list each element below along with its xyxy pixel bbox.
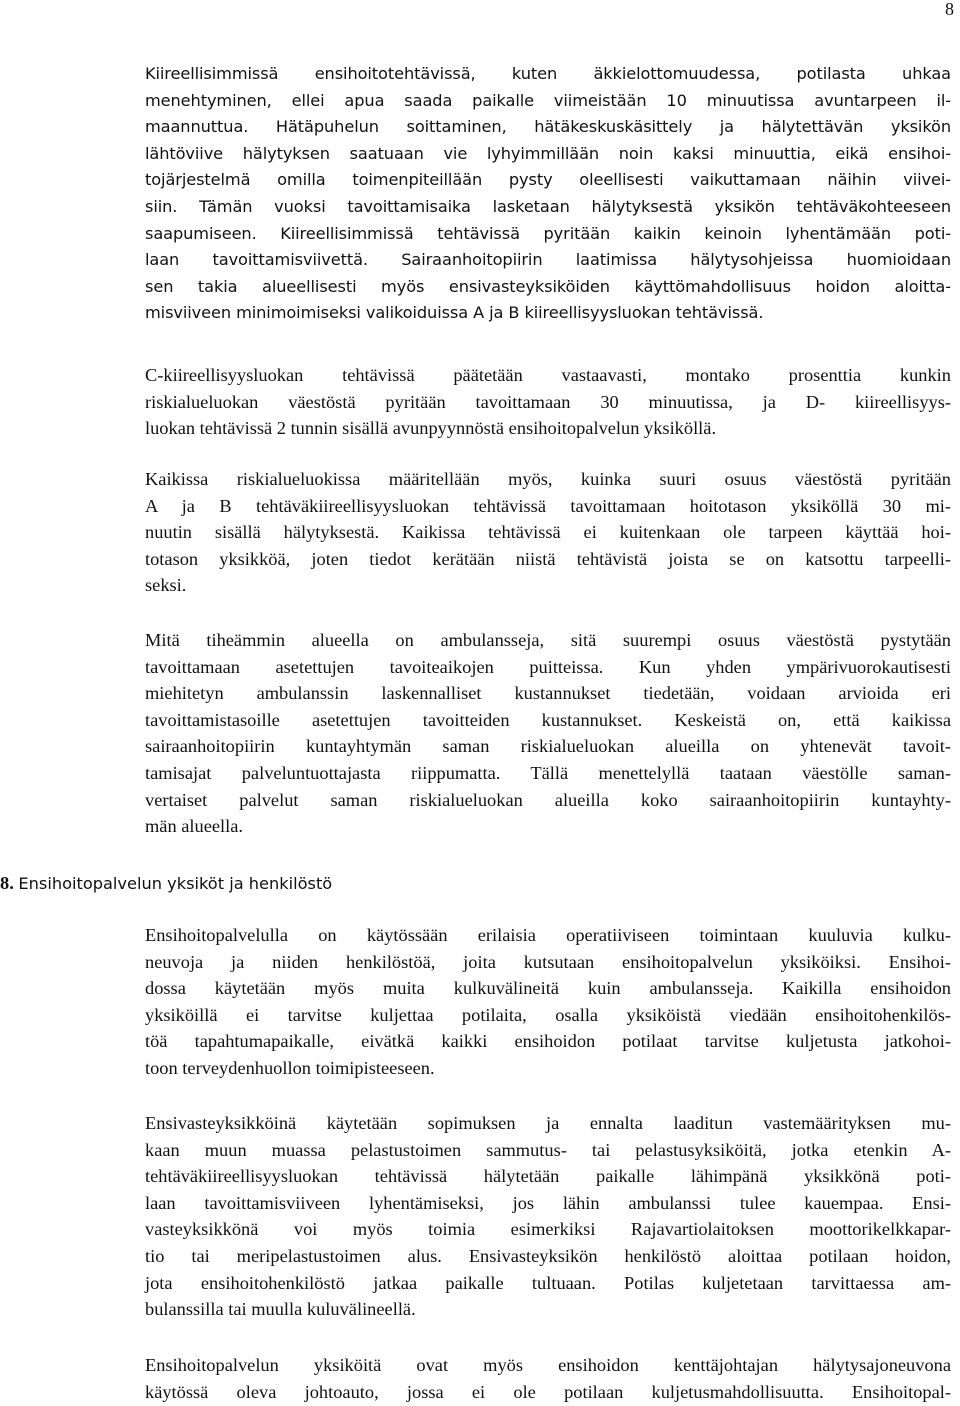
text-line: yksiköillä ei tarvitse kuljettaa potilaita, osalla yksiköistä viedään ensihoitohenkilös- [145,1004,951,1025]
paragraph-command-vehicle [145,1352,951,1405]
text-line: Mitä tiheämmin alueella on ambulansseja, sitä suurempi osuus väestöstä pystytään [145,630,951,650]
text-line: C-kiireellisyysluokan tehtävissä päätetään vastaavasti, montako prosenttia kunkin [145,365,951,385]
text-line: män alueella. [145,816,244,837]
text-line: laan tavoittamisviivettä. Sairaanhoitopiirin laatimissa hälytysohjeissa huomioidaan [145,250,951,270]
text-line: saapumiseen. Kiireellisimmissä tehtävissä pyritään kaikin keinoin lyhentämään poti- [145,223,951,243]
section-heading [0,870,332,897]
text-line: tavoittamistasoille asetettujen tavoitteiden kustannukset. Keskeistä on, että kaikissa [145,709,951,730]
text-line: Ensihoitopalvelulla on käytössään erilaisia operatiiviseen toimintaan kuuluvia kulku- [145,925,951,945]
text-line: Ensihoitopalvelun yksiköitä ovat myös ensihoidon kenttäjohtajan hälytysajoneuvona [145,1355,951,1375]
text-line: menehtyminen, ellei apua saada paikalle viimeistään 10 minuutissa avuntarpeen il- [145,90,951,110]
paragraph-risk-areas [145,466,951,599]
text-line: sairaanhoitopiirin kuntayhtymän saman riskialueluokan alueilla on yhtenevät tavoit- [145,736,951,757]
text-line: tehtäväkiireellisyysluokan tehtävissä hälytetään paikalle lähimpänä yksikkönä poti- [145,1166,951,1187]
text-line: tojärjestelmä omilla toimenpiteillään pysty oleellisesti vaikuttamaan näihin viivei- [145,170,951,190]
text-line: laan tavoittamisviiveen lyhentämiseksi, jos lähin ambulanssi tulee kauempaa. Ensi- [145,1192,951,1213]
paragraph-ambulance-density [145,627,951,840]
text-line: siin. Tämän vuoksi tavoittamisaika lasketaan hälytyksestä yksikön tehtäväkohteeseen [145,196,951,216]
text-line: tamisajat palveluntuottajasta riippumatta. Tällä menettelyllä taataan väestölle saman- [145,762,951,783]
text-line: nuutin sisällä hälytyksestä. Kaikissa tehtävissä ei kuitenkaan ole tarpeen käyttää hoi- [145,522,951,543]
text-line: misviiveen minimoimiseksi valikoiduissa A ja B kiireellisyysluokan tehtävissä. [145,303,764,323]
text-line: vertaiset palvelut saman riskialueluokan alueilla koko sairaanhoitopiirin kuntayhty- [145,789,951,810]
text-line: riskialueluokan väestöstä pyritään tavoittamaan 30 minuutissa, ja D- kiireellisyys- [145,391,951,412]
text-line: luokan tehtävissä 2 tunnin sisällä avunpyynnöstä ensihoitopalvelun yksiköllä. [145,418,717,439]
text-line: neuvoja ja niiden henkilöstöä, joita kutsutaan ensihoitopalvelun yksiköiksi. Ensihoi- [145,951,951,972]
text-line: seksi. [145,575,187,596]
section-title: Ensihoitopalvelun yksiköt ja henkilöstö [18,874,333,893]
text-line: töä tapahtumapaikalle, eivätkä kaikki ensihoidon potilaat tarvitse kuljetusta jatkohoi- [145,1031,951,1052]
text-line: totason yksikköä, joten tiedot kerätään niistä tehtävistä joista se on katsottu tarpeelli- [145,548,951,569]
text-line: maannuttua. Hätäpuhelun soittaminen, hätäkeskuskäsittely ja hälytettävän yksikön [145,117,951,137]
text-line: vasteyksikkönä voi myös toimia esimerkiksi Rajavartiolaitoksen moottorikelkkapar- [145,1219,951,1240]
text-line: miehitetyn ambulanssin laskennalliset kustannukset tiedetään, voidaan arvioida eri [145,683,951,704]
text-line: tavoittamaan asetettujen tavoiteaikojen puitteissa. Kun yhden ympärivuorokautisesti [145,656,951,677]
text-line: A ja B tehtäväkiireellisyysluokan tehtävissä tavoittamaan hoitotason yksiköllä 30 mi- [145,495,951,516]
text-line: bulanssilla tai muulla kuluvälineellä. [145,1299,416,1320]
text-line: kaan muun muassa pelastustoimen sammutus- tai pelastusyksiköitä, jotka etenkin A- [145,1139,951,1160]
text-line: Kaikissa riskialueluokissa määritellään myös, kuinka suuri osuus väestöstä pyritään [145,469,951,489]
section-number: 8. [0,873,14,893]
text-line: tio tai meripelastustoimen alus. Ensivasteyksikön henkilöstö aloittaa potilaan hoidon, [145,1245,951,1266]
paragraph-first-response [145,1110,951,1323]
paragraph-c-urgency [145,362,951,442]
text-line: Kiireellisimmissä ensihoitotehtävissä, kuten äkkielottomuudessa, potilasta uhkaa [145,64,951,83]
text-line: Ensivasteyksikköinä käytetään sopimuksen ja ennalta laaditun vastemäärityksen mu- [145,1113,951,1133]
paragraph-response-time [145,61,951,327]
text-line: toon terveydenhuollon toimipisteeseen. [145,1057,435,1078]
text-line: dossa käytetään myös muita kulkuvälineitä kuin ambulansseja. Kaikilla ensihoidon [145,978,951,999]
page-number: 8 [945,0,954,19]
paragraph-units [145,922,951,1082]
text-line: jota ensihoitohenkilöstö jatkaa paikalle tultuaan. Potilas kuljetetaan tarvittaessa am- [145,1272,951,1293]
text-line: sen takia alueellisesti myös ensivasteyksiköiden käyttömahdollisuus hoidon aloitta- [145,276,951,296]
text-line: lähtöviive hälytyksen saatuaan vie lyhyimmillään noin kaksi minuuttia, eikä ensihoi- [145,143,951,163]
text-line: käytössä oleva johtoauto, jossa ei ole potilaan kuljetusmahdollisuutta. Ensihoitopal- [145,1381,951,1402]
